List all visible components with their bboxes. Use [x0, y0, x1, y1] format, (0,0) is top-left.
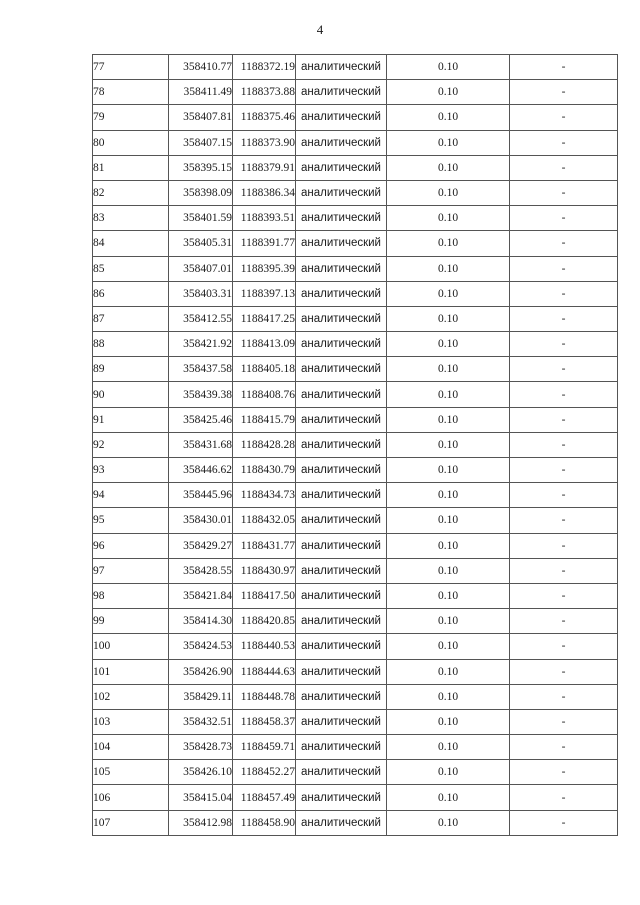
accuracy-cell: 0.10: [387, 382, 510, 407]
accuracy-cell: 0.10: [387, 180, 510, 205]
point-number-cell: 97: [93, 558, 169, 583]
table-row: [93, 709, 618, 734]
table-row: [93, 483, 618, 508]
coordinate-y-cell: 1188452.27: [233, 760, 296, 785]
note-cell: -: [510, 206, 618, 231]
coordinate-x-cell: 358414.30: [169, 609, 233, 634]
note-cell: -: [510, 458, 618, 483]
table-row: [93, 357, 618, 382]
table-row: [93, 458, 618, 483]
table-row: [93, 256, 618, 281]
method-cell: аналитический: [296, 306, 387, 331]
accuracy-cell: 0.10: [387, 709, 510, 734]
point-number-cell: 104: [93, 735, 169, 760]
coordinate-y-cell: 1188458.37: [233, 709, 296, 734]
method-cell: аналитический: [296, 281, 387, 306]
coordinate-y-cell: 1188386.34: [233, 180, 296, 205]
accuracy-cell: 0.10: [387, 558, 510, 583]
note-cell: -: [510, 634, 618, 659]
coordinate-y-cell: 1188405.18: [233, 357, 296, 382]
note-cell: -: [510, 155, 618, 180]
table-row: [93, 684, 618, 709]
method-cell: аналитический: [296, 508, 387, 533]
table-row: [93, 432, 618, 457]
accuracy-cell: 0.10: [387, 760, 510, 785]
note-cell: -: [510, 256, 618, 281]
coordinate-y-cell: 1188448.78: [233, 684, 296, 709]
coordinate-y-cell: 1188391.77: [233, 231, 296, 256]
note-cell: -: [510, 508, 618, 533]
note-cell: -: [510, 407, 618, 432]
coordinate-x-cell: 358446.62: [169, 458, 233, 483]
page-number: 4: [316, 22, 324, 37]
table-row: [93, 306, 618, 331]
method-cell: аналитический: [296, 634, 387, 659]
note-cell: -: [510, 130, 618, 155]
accuracy-cell: 0.10: [387, 634, 510, 659]
coordinate-y-cell: 1188395.39: [233, 256, 296, 281]
note-cell: -: [510, 281, 618, 306]
coordinate-x-cell: 358421.84: [169, 583, 233, 608]
method-cell: аналитический: [296, 332, 387, 357]
table-row: [93, 155, 618, 180]
method-cell: аналитический: [296, 709, 387, 734]
coordinate-y-cell: 1188430.97: [233, 558, 296, 583]
coordinates-table: [92, 54, 618, 836]
method-cell: аналитический: [296, 659, 387, 684]
method-cell: аналитический: [296, 458, 387, 483]
coordinate-y-cell: 1188415.79: [233, 407, 296, 432]
note-cell: -: [510, 483, 618, 508]
method-cell: аналитический: [296, 206, 387, 231]
point-number-cell: 84: [93, 231, 169, 256]
table-row: [93, 105, 618, 130]
table-row: [93, 810, 618, 835]
accuracy-cell: 0.10: [387, 155, 510, 180]
method-cell: аналитический: [296, 583, 387, 608]
point-number-cell: 95: [93, 508, 169, 533]
method-cell: аналитический: [296, 558, 387, 583]
coordinate-x-cell: 358412.98: [169, 810, 233, 835]
coordinate-x-cell: 358437.58: [169, 357, 233, 382]
note-cell: -: [510, 533, 618, 558]
coordinate-x-cell: 358426.90: [169, 659, 233, 684]
table-row: [93, 80, 618, 105]
coordinate-x-cell: 358407.01: [169, 256, 233, 281]
point-number-cell: 96: [93, 533, 169, 558]
point-number-cell: 85: [93, 256, 169, 281]
table-row: [93, 55, 618, 80]
point-number-cell: 88: [93, 332, 169, 357]
method-cell: аналитический: [296, 810, 387, 835]
accuracy-cell: 0.10: [387, 256, 510, 281]
coordinate-x-cell: 358424.53: [169, 634, 233, 659]
coordinate-x-cell: 358439.38: [169, 382, 233, 407]
accuracy-cell: 0.10: [387, 483, 510, 508]
point-number-cell: 87: [93, 306, 169, 331]
accuracy-cell: 0.10: [387, 659, 510, 684]
note-cell: -: [510, 709, 618, 734]
point-number-cell: 90: [93, 382, 169, 407]
coordinate-x-cell: 358405.31: [169, 231, 233, 256]
coordinate-y-cell: 1188397.13: [233, 281, 296, 306]
table-row: [93, 659, 618, 684]
coordinate-x-cell: 358415.04: [169, 785, 233, 810]
accuracy-cell: 0.10: [387, 130, 510, 155]
table-row: [93, 634, 618, 659]
method-cell: аналитический: [296, 105, 387, 130]
method-cell: аналитический: [296, 407, 387, 432]
coordinate-x-cell: 358395.15: [169, 155, 233, 180]
table-row: [93, 558, 618, 583]
coordinate-x-cell: 358410.77: [169, 55, 233, 80]
table-row: [93, 382, 618, 407]
method-cell: аналитический: [296, 760, 387, 785]
table-row: [93, 332, 618, 357]
coordinate-y-cell: 1188440.53: [233, 634, 296, 659]
coordinate-y-cell: 1188408.76: [233, 382, 296, 407]
coordinate-y-cell: 1188444.63: [233, 659, 296, 684]
accuracy-cell: 0.10: [387, 684, 510, 709]
coordinate-x-cell: 358429.27: [169, 533, 233, 558]
point-number-cell: 81: [93, 155, 169, 180]
coordinate-y-cell: 1188434.73: [233, 483, 296, 508]
point-number-cell: 89: [93, 357, 169, 382]
coordinate-y-cell: 1188431.77: [233, 533, 296, 558]
accuracy-cell: 0.10: [387, 458, 510, 483]
note-cell: -: [510, 760, 618, 785]
note-cell: -: [510, 332, 618, 357]
coordinate-x-cell: 358407.15: [169, 130, 233, 155]
point-number-cell: 99: [93, 609, 169, 634]
point-number-cell: 77: [93, 55, 169, 80]
note-cell: -: [510, 55, 618, 80]
note-cell: -: [510, 357, 618, 382]
method-cell: аналитический: [296, 357, 387, 382]
note-cell: -: [510, 659, 618, 684]
coordinate-x-cell: 358430.01: [169, 508, 233, 533]
point-number-cell: 103: [93, 709, 169, 734]
table-row: [93, 533, 618, 558]
accuracy-cell: 0.10: [387, 785, 510, 810]
coordinate-y-cell: 1188417.50: [233, 583, 296, 608]
coordinate-x-cell: 358407.81: [169, 105, 233, 130]
coordinate-x-cell: 358412.55: [169, 306, 233, 331]
accuracy-cell: 0.10: [387, 105, 510, 130]
note-cell: -: [510, 558, 618, 583]
method-cell: аналитический: [296, 785, 387, 810]
coordinate-x-cell: 358428.55: [169, 558, 233, 583]
coordinate-x-cell: 358403.31: [169, 281, 233, 306]
method-cell: аналитический: [296, 735, 387, 760]
point-number-cell: 79: [93, 105, 169, 130]
note-cell: -: [510, 609, 618, 634]
coordinate-x-cell: 358431.68: [169, 432, 233, 457]
table-row: [93, 407, 618, 432]
note-cell: -: [510, 105, 618, 130]
coordinate-y-cell: 1188373.90: [233, 130, 296, 155]
coordinate-y-cell: 1188457.49: [233, 785, 296, 810]
coordinate-x-cell: 358401.59: [169, 206, 233, 231]
method-cell: аналитический: [296, 180, 387, 205]
accuracy-cell: 0.10: [387, 231, 510, 256]
accuracy-cell: 0.10: [387, 810, 510, 835]
table-row: [93, 206, 618, 231]
table-row: [93, 760, 618, 785]
point-number-cell: 98: [93, 583, 169, 608]
coordinate-x-cell: 358432.51: [169, 709, 233, 734]
coordinate-x-cell: 358425.46: [169, 407, 233, 432]
point-number-cell: 83: [93, 206, 169, 231]
coordinate-y-cell: 1188393.51: [233, 206, 296, 231]
accuracy-cell: 0.10: [387, 508, 510, 533]
coordinate-x-cell: 358429.11: [169, 684, 233, 709]
note-cell: -: [510, 810, 618, 835]
point-number-cell: 78: [93, 80, 169, 105]
accuracy-cell: 0.10: [387, 206, 510, 231]
coordinate-y-cell: 1188417.25: [233, 306, 296, 331]
method-cell: аналитический: [296, 256, 387, 281]
accuracy-cell: 0.10: [387, 357, 510, 382]
point-number-cell: 91: [93, 407, 169, 432]
method-cell: аналитический: [296, 382, 387, 407]
table-row: [93, 180, 618, 205]
accuracy-cell: 0.10: [387, 609, 510, 634]
coordinate-x-cell: 358426.10: [169, 760, 233, 785]
table-row: [93, 583, 618, 608]
accuracy-cell: 0.10: [387, 281, 510, 306]
coordinate-y-cell: 1188459.71: [233, 735, 296, 760]
note-cell: -: [510, 684, 618, 709]
point-number-cell: 86: [93, 281, 169, 306]
note-cell: -: [510, 180, 618, 205]
coordinate-y-cell: 1188372.19: [233, 55, 296, 80]
note-cell: -: [510, 785, 618, 810]
table-row: [93, 735, 618, 760]
table-row: [93, 130, 618, 155]
method-cell: аналитический: [296, 432, 387, 457]
point-number-cell: 94: [93, 483, 169, 508]
coordinate-x-cell: 358445.96: [169, 483, 233, 508]
coordinate-x-cell: 358428.73: [169, 735, 233, 760]
accuracy-cell: 0.10: [387, 332, 510, 357]
coordinate-y-cell: 1188458.90: [233, 810, 296, 835]
note-cell: -: [510, 231, 618, 256]
accuracy-cell: 0.10: [387, 407, 510, 432]
point-number-cell: 82: [93, 180, 169, 205]
note-cell: -: [510, 735, 618, 760]
table-row: [93, 609, 618, 634]
method-cell: аналитический: [296, 130, 387, 155]
coordinate-y-cell: 1188430.79: [233, 458, 296, 483]
coordinate-y-cell: 1188428.28: [233, 432, 296, 457]
method-cell: аналитический: [296, 533, 387, 558]
accuracy-cell: 0.10: [387, 583, 510, 608]
note-cell: -: [510, 80, 618, 105]
point-number-cell: 93: [93, 458, 169, 483]
method-cell: аналитический: [296, 55, 387, 80]
method-cell: аналитический: [296, 80, 387, 105]
accuracy-cell: 0.10: [387, 306, 510, 331]
point-number-cell: 107: [93, 810, 169, 835]
note-cell: -: [510, 432, 618, 457]
coordinate-x-cell: 358411.49: [169, 80, 233, 105]
note-cell: -: [510, 583, 618, 608]
point-number-cell: 105: [93, 760, 169, 785]
table-row: [93, 785, 618, 810]
point-number-cell: 80: [93, 130, 169, 155]
point-number-cell: 92: [93, 432, 169, 457]
accuracy-cell: 0.10: [387, 735, 510, 760]
table-row: [93, 281, 618, 306]
coordinate-y-cell: 1188413.09: [233, 332, 296, 357]
coordinate-y-cell: 1188379.91: [233, 155, 296, 180]
accuracy-cell: 0.10: [387, 432, 510, 457]
accuracy-cell: 0.10: [387, 533, 510, 558]
method-cell: аналитический: [296, 155, 387, 180]
coordinate-y-cell: 1188373.88: [233, 80, 296, 105]
coordinate-y-cell: 1188420.85: [233, 609, 296, 634]
note-cell: -: [510, 306, 618, 331]
accuracy-cell: 0.10: [387, 55, 510, 80]
point-number-cell: 102: [93, 684, 169, 709]
method-cell: аналитический: [296, 231, 387, 256]
coordinate-x-cell: 358398.09: [169, 180, 233, 205]
method-cell: аналитический: [296, 684, 387, 709]
table-row: [93, 508, 618, 533]
point-number-cell: 100: [93, 634, 169, 659]
point-number-cell: 101: [93, 659, 169, 684]
coordinate-x-cell: 358421.92: [169, 332, 233, 357]
table-row: [93, 231, 618, 256]
method-cell: аналитический: [296, 609, 387, 634]
coordinates-table-body: [93, 55, 618, 836]
coordinate-y-cell: 1188375.46: [233, 105, 296, 130]
method-cell: аналитический: [296, 483, 387, 508]
coordinate-y-cell: 1188432.05: [233, 508, 296, 533]
note-cell: -: [510, 382, 618, 407]
accuracy-cell: 0.10: [387, 80, 510, 105]
point-number-cell: 106: [93, 785, 169, 810]
